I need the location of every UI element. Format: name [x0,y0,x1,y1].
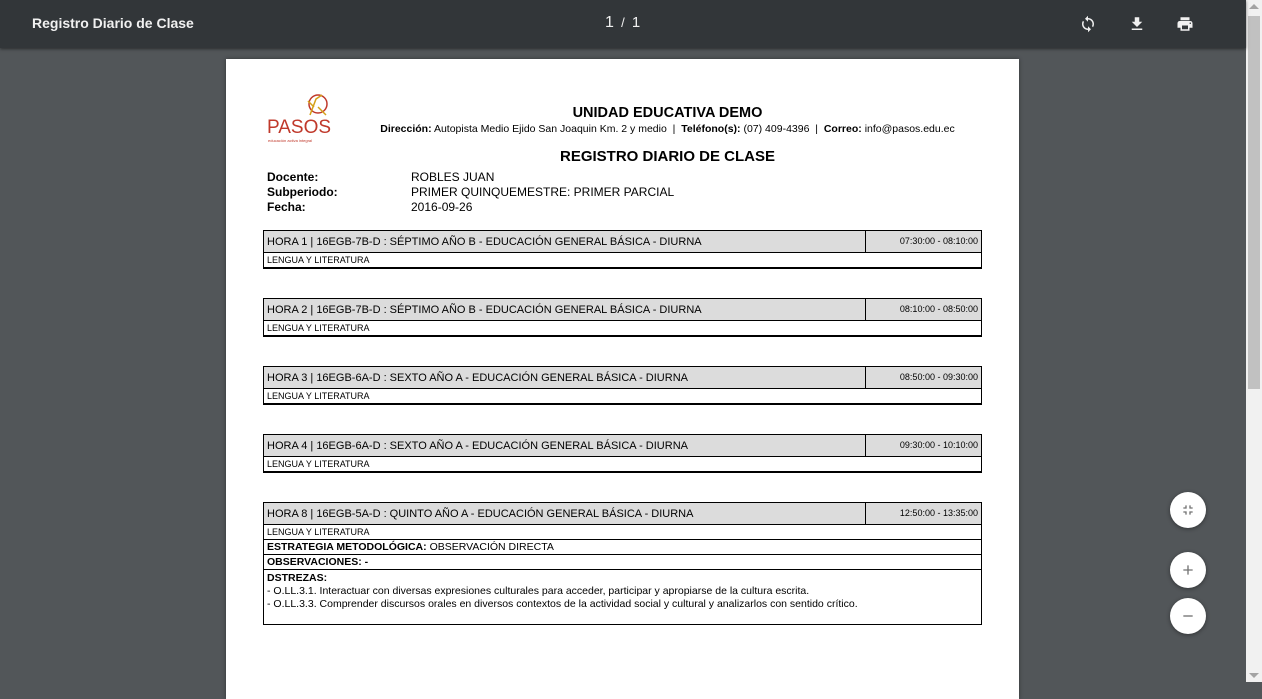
class-subject: LENGUA Y LITERATURA [264,253,981,268]
skill-item: - O.LL.3.1. Interactuar con diversas expresiones culturales para acceder, participar y apropiarse de la cultura escrita. [267,585,810,597]
class-name: HORA 4 | 16EGB-6A-D : SEXTO AÑO A - EDUCACIÓN GENERAL BÁSICA - DIURNA [264,435,866,456]
viewer-toolbar [0,0,1246,48]
download-icon [1128,15,1146,33]
meta-label: Subperiodo: [267,185,338,199]
zoom-in-icon [1180,562,1196,578]
class-header [264,230,981,253]
school-contact-info: Dirección: Autopista Medio Ejido San Joaquin Km. 2 y medio | Teléfono(s): (07) 409-4396 | Correo: info@pasos.edu.ec [380,123,955,135]
page-separator: / [621,15,625,30]
scroll-up-arrow-icon[interactable] [1249,4,1259,9]
class-name: HORA 3 | 16EGB-6A-D : SEXTO AÑO A - EDUCACIÓN GENERAL BÁSICA - DIURNA [264,367,866,388]
report-title: REGISTRO DIARIO DE CLASE [559,148,776,165]
class-header [264,366,981,389]
class-header [264,502,981,525]
vertical-scrollbar[interactable] [1246,0,1262,682]
rotate-icon [1079,15,1097,33]
page-indicator [605,14,640,32]
meta-value: PRIMER QUINQUEMESTRE: PRIMER PARCIAL [411,185,675,199]
meta-value: ROBLES JUAN [411,170,495,184]
print-icon [1176,15,1194,33]
phone-label: Teléfono(s): [681,123,741,135]
meta-label: Docente: [267,170,319,184]
total-pages: 1 [631,14,641,31]
meta-label: Fecha: [267,200,306,214]
meta-row-subperiod [267,185,674,200]
rotate-button[interactable] [1076,12,1100,36]
strategy-row [264,540,981,555]
download-button[interactable] [1125,12,1149,36]
logo-text: PASOS [267,117,332,138]
class-time: 07:30:00 - 08:10:00 [899,236,978,246]
school-name: UNIDAD EDUCATIVA DEMO [572,105,763,121]
meta-value: 2016-09-26 [411,200,473,214]
class-block-hora-8 [263,502,982,625]
zoom-out-button[interactable] [1170,598,1206,634]
class-subject: LENGUA Y LITERATURA [264,457,981,472]
skill-item: - O.LL.3.3. Comprender discursos orales en diversos contextos de la actividad social y cultural y analizarlos con sentido crítico. [267,598,858,610]
skills-section [264,570,981,624]
meta-row-teacher [267,170,674,185]
class-time: 12:50:00 - 13:35:00 [899,508,978,518]
class-subject: LENGUA Y LITERATURA [264,389,981,404]
class-name: HORA 8 | 16EGB-5A-D : QUINTO AÑO A - EDUCACIÓN GENERAL BÁSICA - DIURNA [264,503,866,524]
observations-label: OBSERVACIONES: - [267,556,369,568]
class-time: 08:50:00 - 09:30:00 [899,372,978,382]
logo-tagline: educación activa integral [268,138,313,143]
zoom-out-icon [1180,608,1196,624]
class-block-hora-2 [263,298,982,337]
address-label: Dirección: [380,123,432,135]
skills-label: DSTREZAS: [267,572,328,584]
address-value: Autopista Medio Ejido San Joaquin Km. 2 y medio [433,123,667,135]
class-time: 08:10:00 - 08:50:00 [899,304,978,314]
scrollbar-thumb[interactable] [1248,16,1260,389]
class-block-hora-4 [263,434,982,473]
strategy-value: OBSERVACIÓN DIRECTA [429,541,554,553]
email-value: info@pasos.edu.ec [864,123,955,135]
fit-page-icon [1180,502,1196,518]
scroll-down-arrow-icon[interactable] [1249,673,1259,678]
print-button[interactable] [1173,12,1197,36]
class-subject: LENGUA Y LITERATURA [264,321,981,336]
current-page[interactable]: 1 [605,14,614,31]
class-time: 09:30:00 - 10:10:00 [899,440,978,450]
class-name: HORA 2 | 16EGB-7B-D : SÉPTIMO AÑO B - EDUCACIÓN GENERAL BÁSICA - DIURNA [264,299,866,320]
class-subject: LENGUA Y LITERATURA [264,525,981,540]
meta-row-date [267,200,674,215]
fit-page-button[interactable] [1170,492,1206,528]
observations-row [264,555,981,570]
class-block-hora-3 [263,366,982,405]
class-header [264,434,981,457]
document-title: Registro Diario de Clase [32,15,194,31]
class-name: HORA 1 | 16EGB-7B-D : SÉPTIMO AÑO B - EDUCACIÓN GENERAL BÁSICA - DIURNA [264,231,866,252]
report-metadata [267,170,674,215]
zoom-in-button[interactable] [1170,552,1206,588]
class-header [264,298,981,321]
strategy-label: ESTRATEGIA METODOLÓGICA: [267,541,427,553]
email-label: Correo: [823,123,862,135]
pdf-page [226,59,1019,699]
phone-value: (07) 409-4396 [743,123,810,135]
class-block-hora-1 [263,230,982,269]
